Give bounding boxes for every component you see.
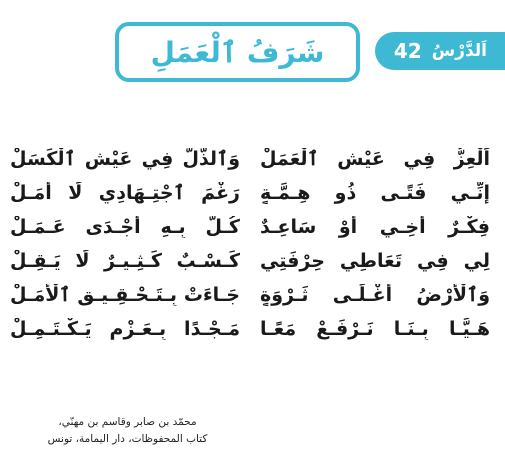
verse-first-hemistich: إِنِّـي فَتًـى ذُو هِـمَّـةٍ: [260, 182, 490, 204]
verse-first-hemistich: لِي فِي تَعَاطِي حِرْفَتِي: [260, 250, 490, 272]
lesson-tag: [375, 32, 505, 70]
poem-attribution: [10, 414, 245, 448]
verse-second-hemistich: مَـجْـدًا بِـعَـزْمٍ يَـكْـتَـمِـلْ: [10, 318, 240, 340]
verse-first-hemistich: هَـيَّـا بِـنَـا نَـرْفَـعْ مَعًـا: [260, 318, 490, 340]
verse-second-hemistich: رَغْمَ ٱجْتِـهَادِي لَا أَمَـلْ: [10, 182, 240, 204]
poem-verse: [10, 312, 490, 346]
lesson-title: شَرَفُ ٱلْعَمَلِ: [150, 35, 325, 69]
poem-verse: [10, 210, 490, 244]
poem-verse: [10, 244, 490, 278]
verse-second-hemistich: وَٱلذُّلُّ فِي عَيْشِ ٱلْكَسَلْ: [10, 148, 240, 170]
poem-verse: [10, 142, 490, 176]
attribution-authors: محمّد بن صابر وقاسم بن مهنّي،: [58, 416, 197, 428]
poem: [10, 142, 490, 346]
lesson-title-box: [115, 22, 360, 82]
verse-first-hemistich: اَلْعِزُّ فِي عَيْشِ ٱلْعَمَلْ: [260, 148, 490, 170]
poem-verse: [10, 278, 490, 312]
lesson-number: 42: [393, 39, 422, 63]
lesson-label: اَلدَّرْسُ: [431, 41, 487, 61]
verse-second-hemistich: كُـلٌّ بِـهِ أَجْـدَى عَـمَـلْ: [10, 216, 240, 238]
poem-verse: [10, 176, 490, 210]
verse-first-hemistich: فِكْـرٌ أَخِـي أَوْ سَاعِـدٌ: [260, 216, 490, 238]
verse-first-hemistich: وَٱلْأَرْضُ أَغْـلَـى ثَـرْوَةٍ: [260, 284, 490, 306]
lesson-header: [0, 0, 505, 100]
verse-second-hemistich: جَـاءَتْ بِـتَـحْـقِـيـقِ ٱلْأَمَـلْ: [10, 284, 240, 306]
verse-second-hemistich: كَـسْـبٌ كَـثِـيـرٌ لَا يَـقِـلْ: [10, 250, 240, 272]
attribution-source: كتاب المحفوظات، دار اليمامة، تونس: [47, 433, 208, 445]
